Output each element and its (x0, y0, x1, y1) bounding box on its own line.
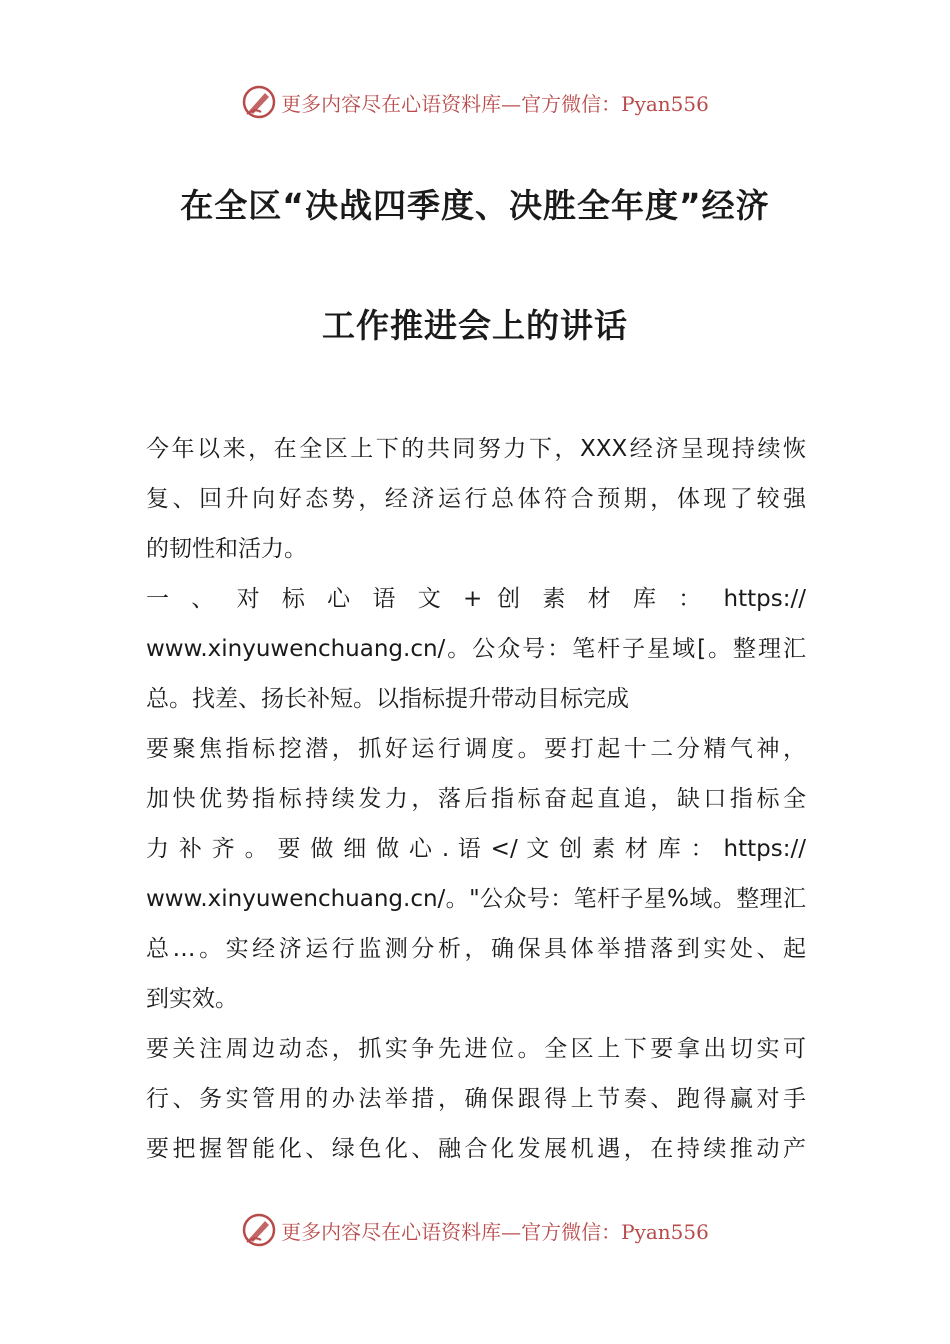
body-line: 总。找差、扬长补短。以指标提升带动目标完成 (146, 686, 629, 712)
body-line: 今年以来，在全区上下的共同努力下，XXX经济呈现持续恢 (146, 436, 806, 462)
body-line: 一 、 对 标 心 语 文 + 创 素 材 库 ： https:// (146, 586, 806, 612)
pen-logo-icon (241, 84, 277, 120)
body-line: 复、回升向好态势，经济运行总体符合预期，体现了较强 (146, 486, 806, 512)
body-line: 力 补 齐 。 要 做 细 做 心 . 语 </ 文 创 素 材 库 ： https:// (146, 836, 806, 862)
page-title-line-2: 工作推进会上的讲话 (322, 306, 628, 345)
body-line: 行、务实管用的办法举措，确保跟得上节奏、跑得赢对手 (146, 1086, 806, 1112)
header-banner (0, 82, 950, 122)
footer-banner (0, 1210, 950, 1250)
body-line: 的韧性和活力。 (146, 536, 307, 562)
body-line: www.xinyuwenchuang.cn/。"公众号：笔杆子星%域。整理汇 (146, 886, 806, 912)
banner-text: 更多内容尽在心语资料库—官方微信：Pyan556 (281, 91, 709, 116)
body-line: 到实效。 (146, 986, 238, 1012)
body-line: 要关注周边动态，抓实争先进位。全区上下要拿出切实可 (146, 1036, 806, 1062)
body-line: 总…。实经济运行监测分析，确保具体举措落到实处、起 (146, 936, 806, 962)
body-line: 要聚焦指标挖潜，抓好运行调度。要打起十二分精气神， (146, 736, 806, 762)
footer-banner-text: 更多内容尽在心语资料库—官方微信：Pyan556 (281, 1219, 709, 1244)
body-line: 要把握智能化、绿色化、融合化发展机遇，在持续推动产 (146, 1136, 806, 1162)
page-title-line-1: 在全区“决战四季度、决胜全年度”经济 (180, 186, 770, 225)
pen-logo-icon (241, 1212, 277, 1248)
body-line: 加快优势指标持续发力，落后指标奋起直追，缺口指标全 (146, 786, 806, 812)
body-line: www.xinyuwenchuang.cn/。公众号：笔杆子星域[。整理汇 (146, 636, 806, 662)
